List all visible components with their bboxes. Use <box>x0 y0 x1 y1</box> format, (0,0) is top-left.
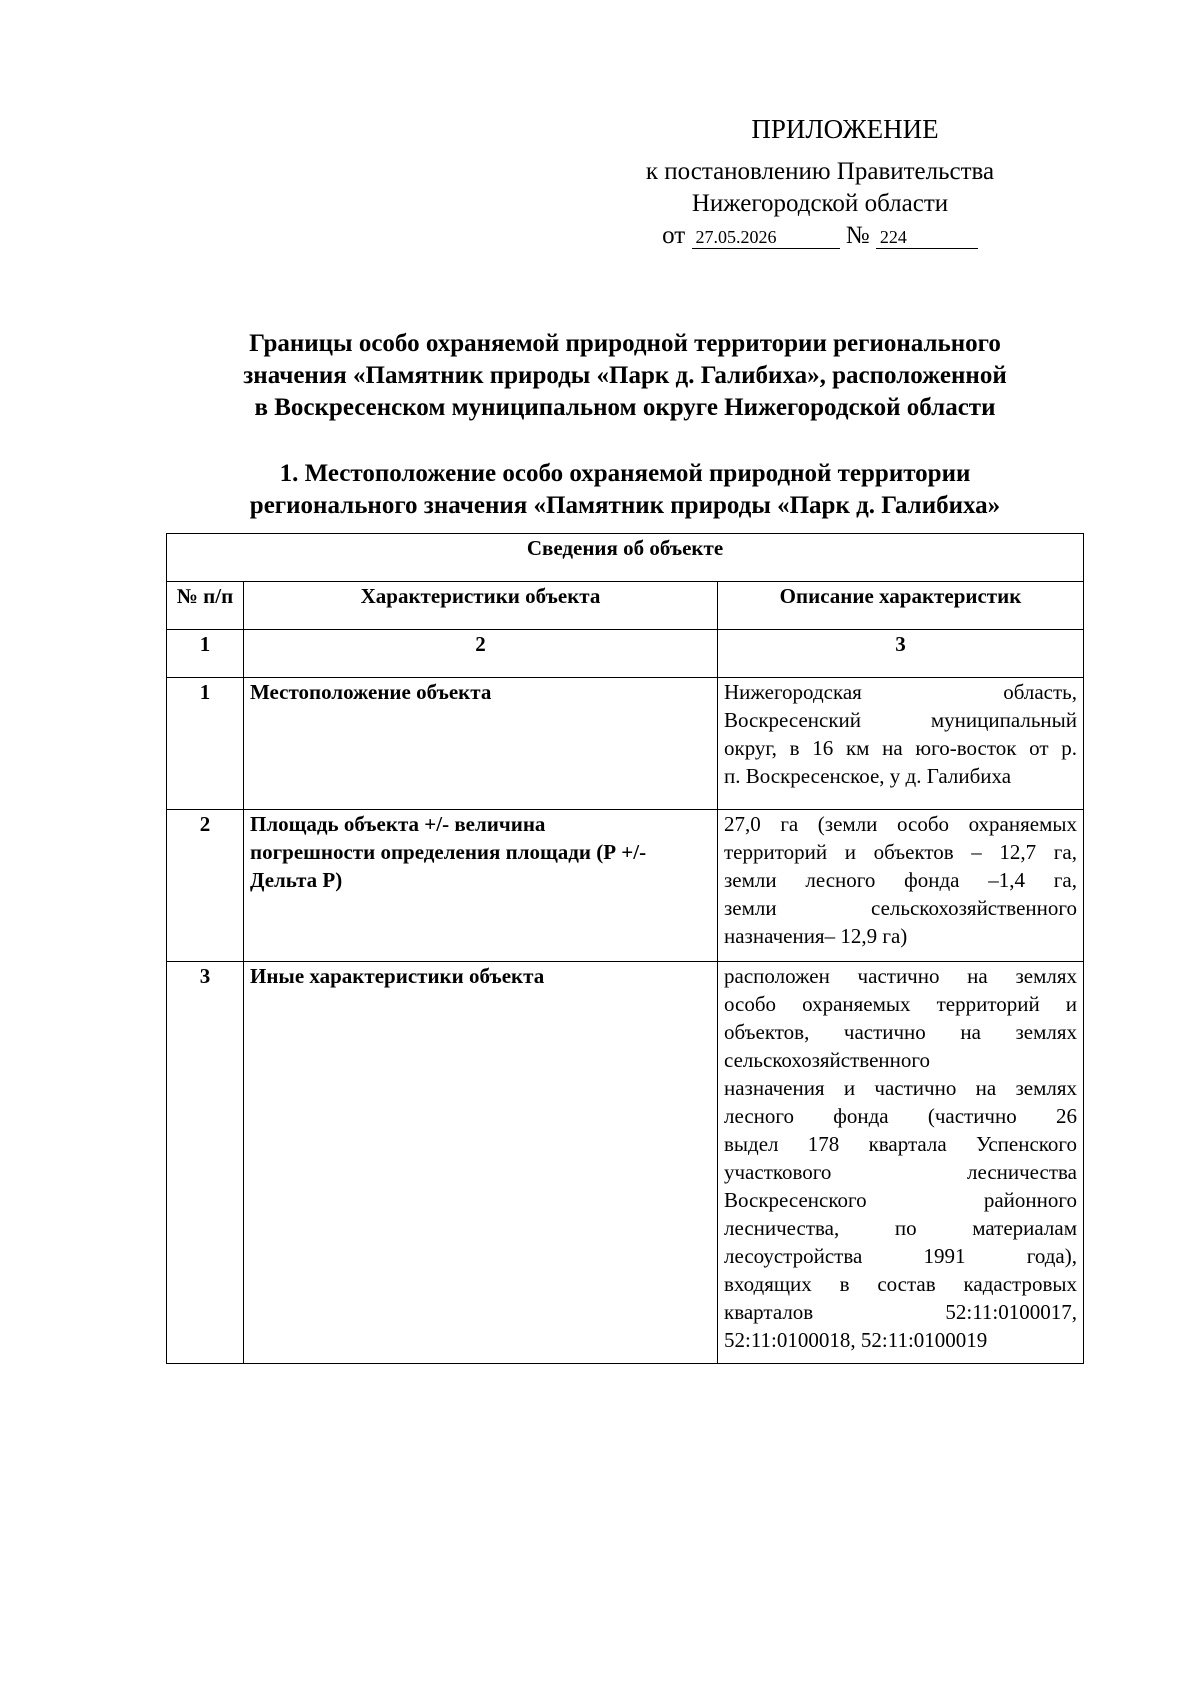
description-line: лесничества, по материалам <box>724 1216 1077 1240</box>
characteristic-line: Иные характеристики объекта <box>250 964 545 988</box>
table-row <box>167 810 1084 962</box>
description-line: лесоустройства 1991 года), <box>724 1244 1077 1268</box>
table-caption: Сведения об объекте <box>167 534 1084 582</box>
appendix-line-1: к постановлению Правительства <box>645 158 995 185</box>
appendix-header <box>600 112 1040 252</box>
description-line: 27,0 га (земли особо охраняемых <box>724 812 1077 836</box>
date-prefix: от <box>662 222 686 249</box>
appendix-date-line <box>600 220 1040 252</box>
row-number: 2 <box>167 810 244 962</box>
table-row <box>167 962 1084 1364</box>
row-characteristic <box>244 678 718 810</box>
appendix-title: ПРИЛОЖЕНИЕ <box>751 114 939 144</box>
decree-date: 27.05.2026 <box>692 226 840 249</box>
row-characteristic <box>244 962 718 1364</box>
row-characteristic <box>244 810 718 962</box>
row-description <box>718 810 1084 962</box>
document-title <box>165 328 1085 424</box>
section-title <box>165 458 1085 522</box>
document-title-line-1: Границы особо охраняемой природной территории регионального <box>249 330 1001 357</box>
description-line: округ, в 16 км на юго-восток от р. <box>724 736 1077 760</box>
description-line: участкового лесничества <box>724 1160 1077 1184</box>
header-characteristic: Характеристики объекта <box>244 582 718 630</box>
description-line: Воскресенский муниципальный <box>724 708 1077 732</box>
description-line: земли сельскохозяйственного <box>724 896 1077 920</box>
description-line: кварталов 52:11:0100017, <box>724 1300 1077 1324</box>
description-line: входящих в состав кадастровых <box>724 1272 1077 1296</box>
characteristic-line: Местоположение объекта <box>250 680 492 704</box>
decree-number: 224 <box>876 226 978 249</box>
characteristic-line: Дельта Р) <box>250 868 343 892</box>
appendix-line-2: Нижегородской области <box>691 190 949 217</box>
description-line: п. Воскресенское, у д. Галибиха <box>724 764 1012 788</box>
description-line: расположен частично на землях <box>724 964 1077 988</box>
description-line: Воскресенского районного <box>724 1188 1077 1212</box>
description-line: особо охраняемых территорий и <box>724 992 1077 1016</box>
description-line: назначения и частично на землях <box>724 1076 1077 1100</box>
object-info-table <box>166 533 1084 1364</box>
description-line: земли лесного фонда –1,4 га, <box>724 868 1077 892</box>
row-number: 1 <box>167 678 244 810</box>
table-row <box>167 678 1084 810</box>
row-number: 3 <box>167 962 244 1364</box>
description-line: 52:11:0100018, 52:11:0100019 <box>724 1328 988 1352</box>
description-line: сельскохозяйственного <box>724 1048 930 1072</box>
description-line: назначения– 12,9 га) <box>724 924 908 948</box>
document-title-line-2: значения «Памятник природы «Парк д. Галибиха», расположенной <box>243 362 1007 389</box>
numbering-1: 1 <box>167 630 244 678</box>
section-title-line-2: регионального значения «Памятник природы «Парк д. Галибиха» <box>249 492 1001 519</box>
description-line: лесного фонда (частично 26 <box>724 1104 1077 1128</box>
row-description <box>718 678 1084 810</box>
description-line: объектов, частично на землях <box>724 1020 1077 1044</box>
description-line: выдел 178 квартала Успенского <box>724 1132 1077 1156</box>
characteristic-line: погрешности определения площади (Р +/- <box>250 840 647 864</box>
description-line: Нижегородская область, <box>724 680 1077 704</box>
header-description: Описание характеристик <box>718 582 1084 630</box>
description-line: территорий и объектов – 12,7 га, <box>724 840 1077 864</box>
section-title-line-1: 1. Местоположение особо охраняемой природной территории <box>279 460 971 487</box>
number-prefix: № <box>845 222 870 249</box>
numbering-3: 3 <box>718 630 1084 678</box>
header-number: № п/п <box>167 582 244 630</box>
numbering-2: 2 <box>244 630 718 678</box>
document-title-line-3: в Воскресенском муниципальном округе Нижегородской области <box>254 394 996 421</box>
characteristic-line: Площадь объекта +/- величина <box>250 812 546 836</box>
row-description <box>718 962 1084 1364</box>
